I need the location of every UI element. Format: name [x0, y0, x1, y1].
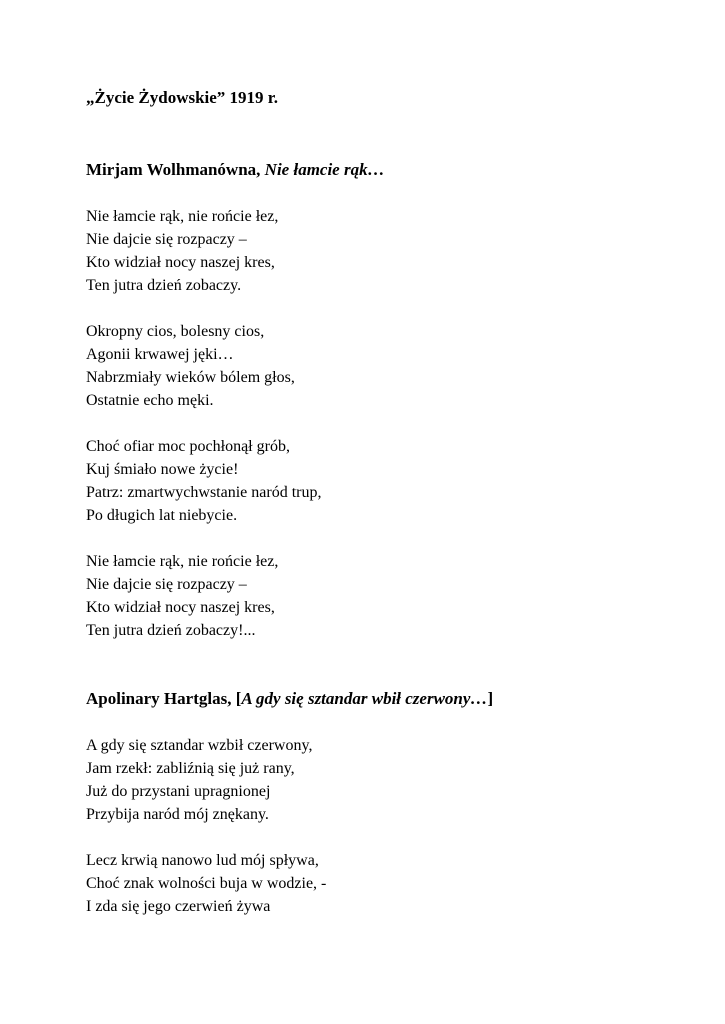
verse-line: Kto widział nocy naszej kres,: [86, 599, 275, 616]
verse-line: Jam rzekł: zabliźnią się już rany,: [86, 760, 295, 777]
verse-line: A gdy się sztandar wzbił czerwony,: [86, 737, 313, 754]
stanza: [86, 849, 646, 918]
verse-line: Nabrzmiały wieków bólem głos,: [86, 369, 295, 386]
verse-line: Nie łamcie rąk, nie rońcie łez,: [86, 553, 279, 570]
stanza: [86, 550, 646, 642]
verse-line: Choć ofiar moc pochłonął grób,: [86, 438, 290, 455]
verse-line: Nie łamcie rąk, nie rońcie łez,: [86, 208, 279, 225]
poem-heading: [86, 158, 646, 182]
spacer: [86, 711, 646, 734]
stanza: [86, 320, 646, 412]
spacer: [86, 527, 646, 550]
stanza: [86, 435, 646, 527]
stanza: [86, 734, 646, 826]
spacer: [86, 110, 646, 158]
verse-line: Choć znak wolności buja w wodzie, -: [86, 875, 327, 892]
poem: [86, 687, 646, 918]
spacer: [86, 642, 646, 687]
document-title: „Życie Żydowskie” 1919 r.: [86, 88, 279, 107]
poem-author: Mirjam Wolhmanówna,: [86, 160, 265, 179]
poem-title: Nie łamcie rąk…: [264, 160, 385, 179]
poem: [86, 158, 646, 642]
poem-title: A gdy się sztandar wbił czerwony…: [241, 689, 488, 708]
poem-title-suffix: ]: [487, 689, 494, 708]
poem-title-prefix: [: [235, 689, 242, 708]
verse-line: Przybija naród mój znękany.: [86, 806, 269, 823]
poem-author: Apolinary Hartglas,: [86, 689, 236, 708]
verse-line: Po długich lat niebycie.: [86, 507, 238, 524]
verse-line: Lecz krwią nanowo lud mój spływa,: [86, 852, 319, 869]
verse-line: Nie dajcie się rozpaczy –: [86, 576, 247, 593]
spacer: [86, 297, 646, 320]
verse-line: Patrz: zmartwychwstanie naród trup,: [86, 484, 322, 501]
spacer: [86, 182, 646, 205]
document-page: [86, 86, 646, 918]
verse-line: Ten jutra dzień zobaczy!...: [86, 622, 256, 639]
poem-heading: [86, 687, 646, 711]
verse-line: Już do przystani upragnionej: [86, 783, 271, 800]
verse-line: I zda się jego czerwień żywa: [86, 898, 271, 915]
spacer: [86, 412, 646, 435]
verse-line: Ten jutra dzień zobaczy.: [86, 277, 242, 294]
spacer: [86, 826, 646, 849]
verse-line: Ostatnie echo męki.: [86, 392, 214, 409]
verse-line: Kuj śmiało nowe życie!: [86, 461, 239, 478]
verse-line: Agonii krwawej jęki…: [86, 346, 234, 363]
verse-line: Okropny cios, bolesny cios,: [86, 323, 265, 340]
verse-line: Nie dajcie się rozpaczy –: [86, 231, 247, 248]
stanza: [86, 205, 646, 297]
verse-line: Kto widział nocy naszej kres,: [86, 254, 275, 271]
